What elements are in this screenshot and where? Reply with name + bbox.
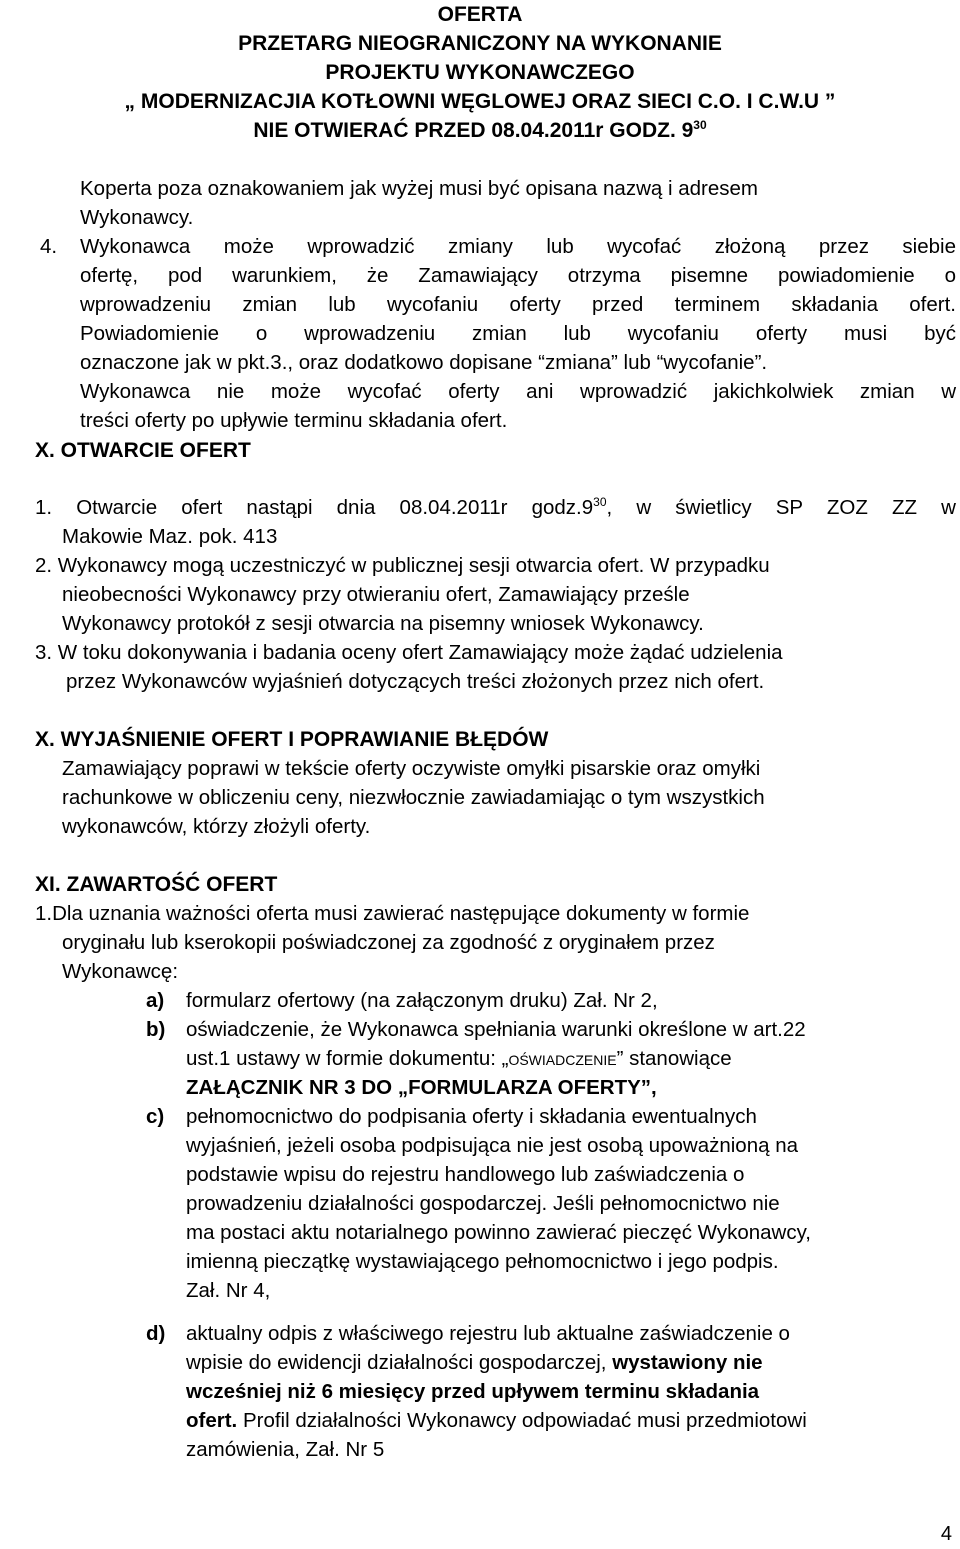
otwarcie-item-1-line-1: 1. Otwarcie ofert nastąpi dnia 08.04.2011r $godz.9^{30}$, w świetlicy SP ZOZ ZZ w [35,495,956,519]
section-otwarcie-heading: X. OTWARCIE OFERT [35,439,251,462]
item-d-line-3: wcześniej niż 6 miesięcy przed upływem terminu składania [186,1380,760,1403]
koperta-line-2: Wykonawcy. [80,206,194,229]
item-d-label: d) [146,1322,166,1345]
otwarcie-item-1-line-2: Makowie Maz. pok. 413 [62,525,278,548]
header-line-5: NIE OTWIERAĆ PRZED 08.04.2011r GODZ. $9^{30}$ [253,118,707,142]
item-c-line-7: Zał. Nr 4, [186,1279,271,1302]
offer-envelope-label [0,0,960,145]
item-b-line-3: ZAŁĄCZNIK NR 3 DO „FORMULARZA OFERTY”, [186,1076,657,1099]
item-d-line-4: ofert. Profil działalności Wykonawcy odpowiadać musi przedmiotowi [186,1409,807,1432]
item-c-line-2: wyjaśnień, jeżeli osoba podpisująca nie jest osobą upoważnioną na [186,1134,798,1157]
item-b-label: b) [146,1018,166,1041]
otwarcie-item-3-line-2: przez Wykonawców wyjaśnień dotyczących treści złożonych przez nich ofert. [66,670,765,693]
item-a-label: a) [146,989,165,1012]
item-c-label: c) [146,1105,165,1128]
wyjasnienie-line-2: rachunkowe w obliczeniu ceny, niezwłocznie zawiadamiając o tym wszystkich [62,786,765,809]
point-4-number: 4. [40,235,58,258]
zawartosc-intro-line-2: oryginału lub kserokopii poświadczonej za zgodność z oryginałem przez [62,931,715,954]
section-wyjasnienie-heading: X. WYJAŚNIENIE OFERT I POPRAWIANIE BŁĘDÓW [35,728,549,751]
zawartosc-intro-line-3: Wykonawcę: [62,960,179,983]
item-b-line-1: oświadczenie, że Wykonawca spełniania warunki określone w art.22 [186,1018,806,1041]
koperta-line-1: Koperta poza oznakowaniem jak wyżej musi być opisana nazwą i adresem [80,177,758,200]
point-4-line-3: wprowadzeniu zmian lub wycofaniu oferty przed terminem składania ofert. [80,293,956,316]
item-a-line-1: formularz ofertowy (na załączonym druku) Zał. Nr 2, [186,989,658,1012]
otwarcie-item-3-line-1: 3. W toku dokonywania i badania oceny ofert Zamawiający może żądać udzielenia [35,641,783,664]
wyjasnienie-line-3: wykonawców, którzy złożyli oferty. [62,815,371,838]
item-c-line-4: prowadzeniu działalności gospodarczej. Jeśli pełnomocnictwo nie [186,1192,780,1215]
item-c-line-3: podstawie wpisu do rejestru handlowego lub zaświadczenia o [186,1163,745,1186]
item-d-line-2: wpisie do ewidencji działalności gospodarczej, wystawiony nie [186,1351,763,1374]
point-4-line-6: Wykonawca nie może wycofać oferty ani wprowadzić jakichkolwiek zmian w [80,380,956,403]
header-line-4: „ MODERNIZACJIA KOTŁOWNI WĘGLOWEJ ORAZ SIECI C.O. I C.W.U ” [124,90,836,113]
header-line-2: PRZETARG NIEOGRANICZONY NA WYKONANIE [238,32,722,55]
item-d-line-5: zamówienia, Zał. Nr 5 [186,1438,385,1461]
header-line-3: PROJEKTU WYKONAWCZEGO [325,61,635,84]
point-4-line-7: treści oferty po upływie terminu składania ofert. [80,409,508,432]
item-d-line-1: aktualny odpis z właściwego rejestru lub aktualne zaświadczenie o [186,1322,790,1345]
item-c-line-6: imienną pieczątkę wystawiającego pełnomocnictwo i jego podpis. [186,1250,779,1273]
item-c-line-5: ma postaci aktu notarialnego powinno zawierać pieczęć Wykonawcy, [186,1221,811,1244]
point-4-line-4: Powiadomienie o wprowadzeniu zmian lub wycofaniu oferty musi być [80,322,956,345]
otwarcie-item-2-line-3: Wykonawcy protokół z sesji otwarcia na pisemny wniosek Wykonawcy. [62,612,704,635]
item-b-line-2: ust.1 ustawy w formie dokumentu: „OŚWIADCZENIE” stanowiące [186,1047,732,1070]
wyjasnienie-line-1: Zamawiający poprawi w tekście oferty oczywiste omyłki pisarskie oraz omyłki [62,757,761,780]
page-number: 4 [940,1523,952,1545]
section-zawartosc-heading: XI. ZAWARTOŚĆ OFERT [35,873,278,896]
item-c-line-1: pełnomocnictwo do podpisania oferty i składania ewentualnych [186,1105,757,1128]
point-4-line-1: Wykonawca może wprowadzić zmiany lub wycofać złożoną przez siebie [80,235,956,258]
otwarcie-item-2-line-2: nieobecności Wykonawcy przy otwieraniu ofert, Zamawiający prześle [62,583,690,606]
zawartosc-intro-line-1: 1.Dla uznania ważności oferta musi zawierać następujące dokumenty w formie [35,902,750,925]
header-title: OFERTA [437,3,523,26]
otwarcie-item-2-line-1: 2. Wykonawcy mogą uczestniczyć w publicznej sesji otwarcia ofert. W przypadku [35,554,770,577]
point-4-line-5: oznaczone jak w pkt.3., oraz dodatkowo dopisane “zmiana” lub “wycofanie”. [80,351,768,374]
point-4-line-2: ofertę, pod warunkiem, że Zamawiający otrzyma pisemne powiadomienie o [80,264,956,287]
